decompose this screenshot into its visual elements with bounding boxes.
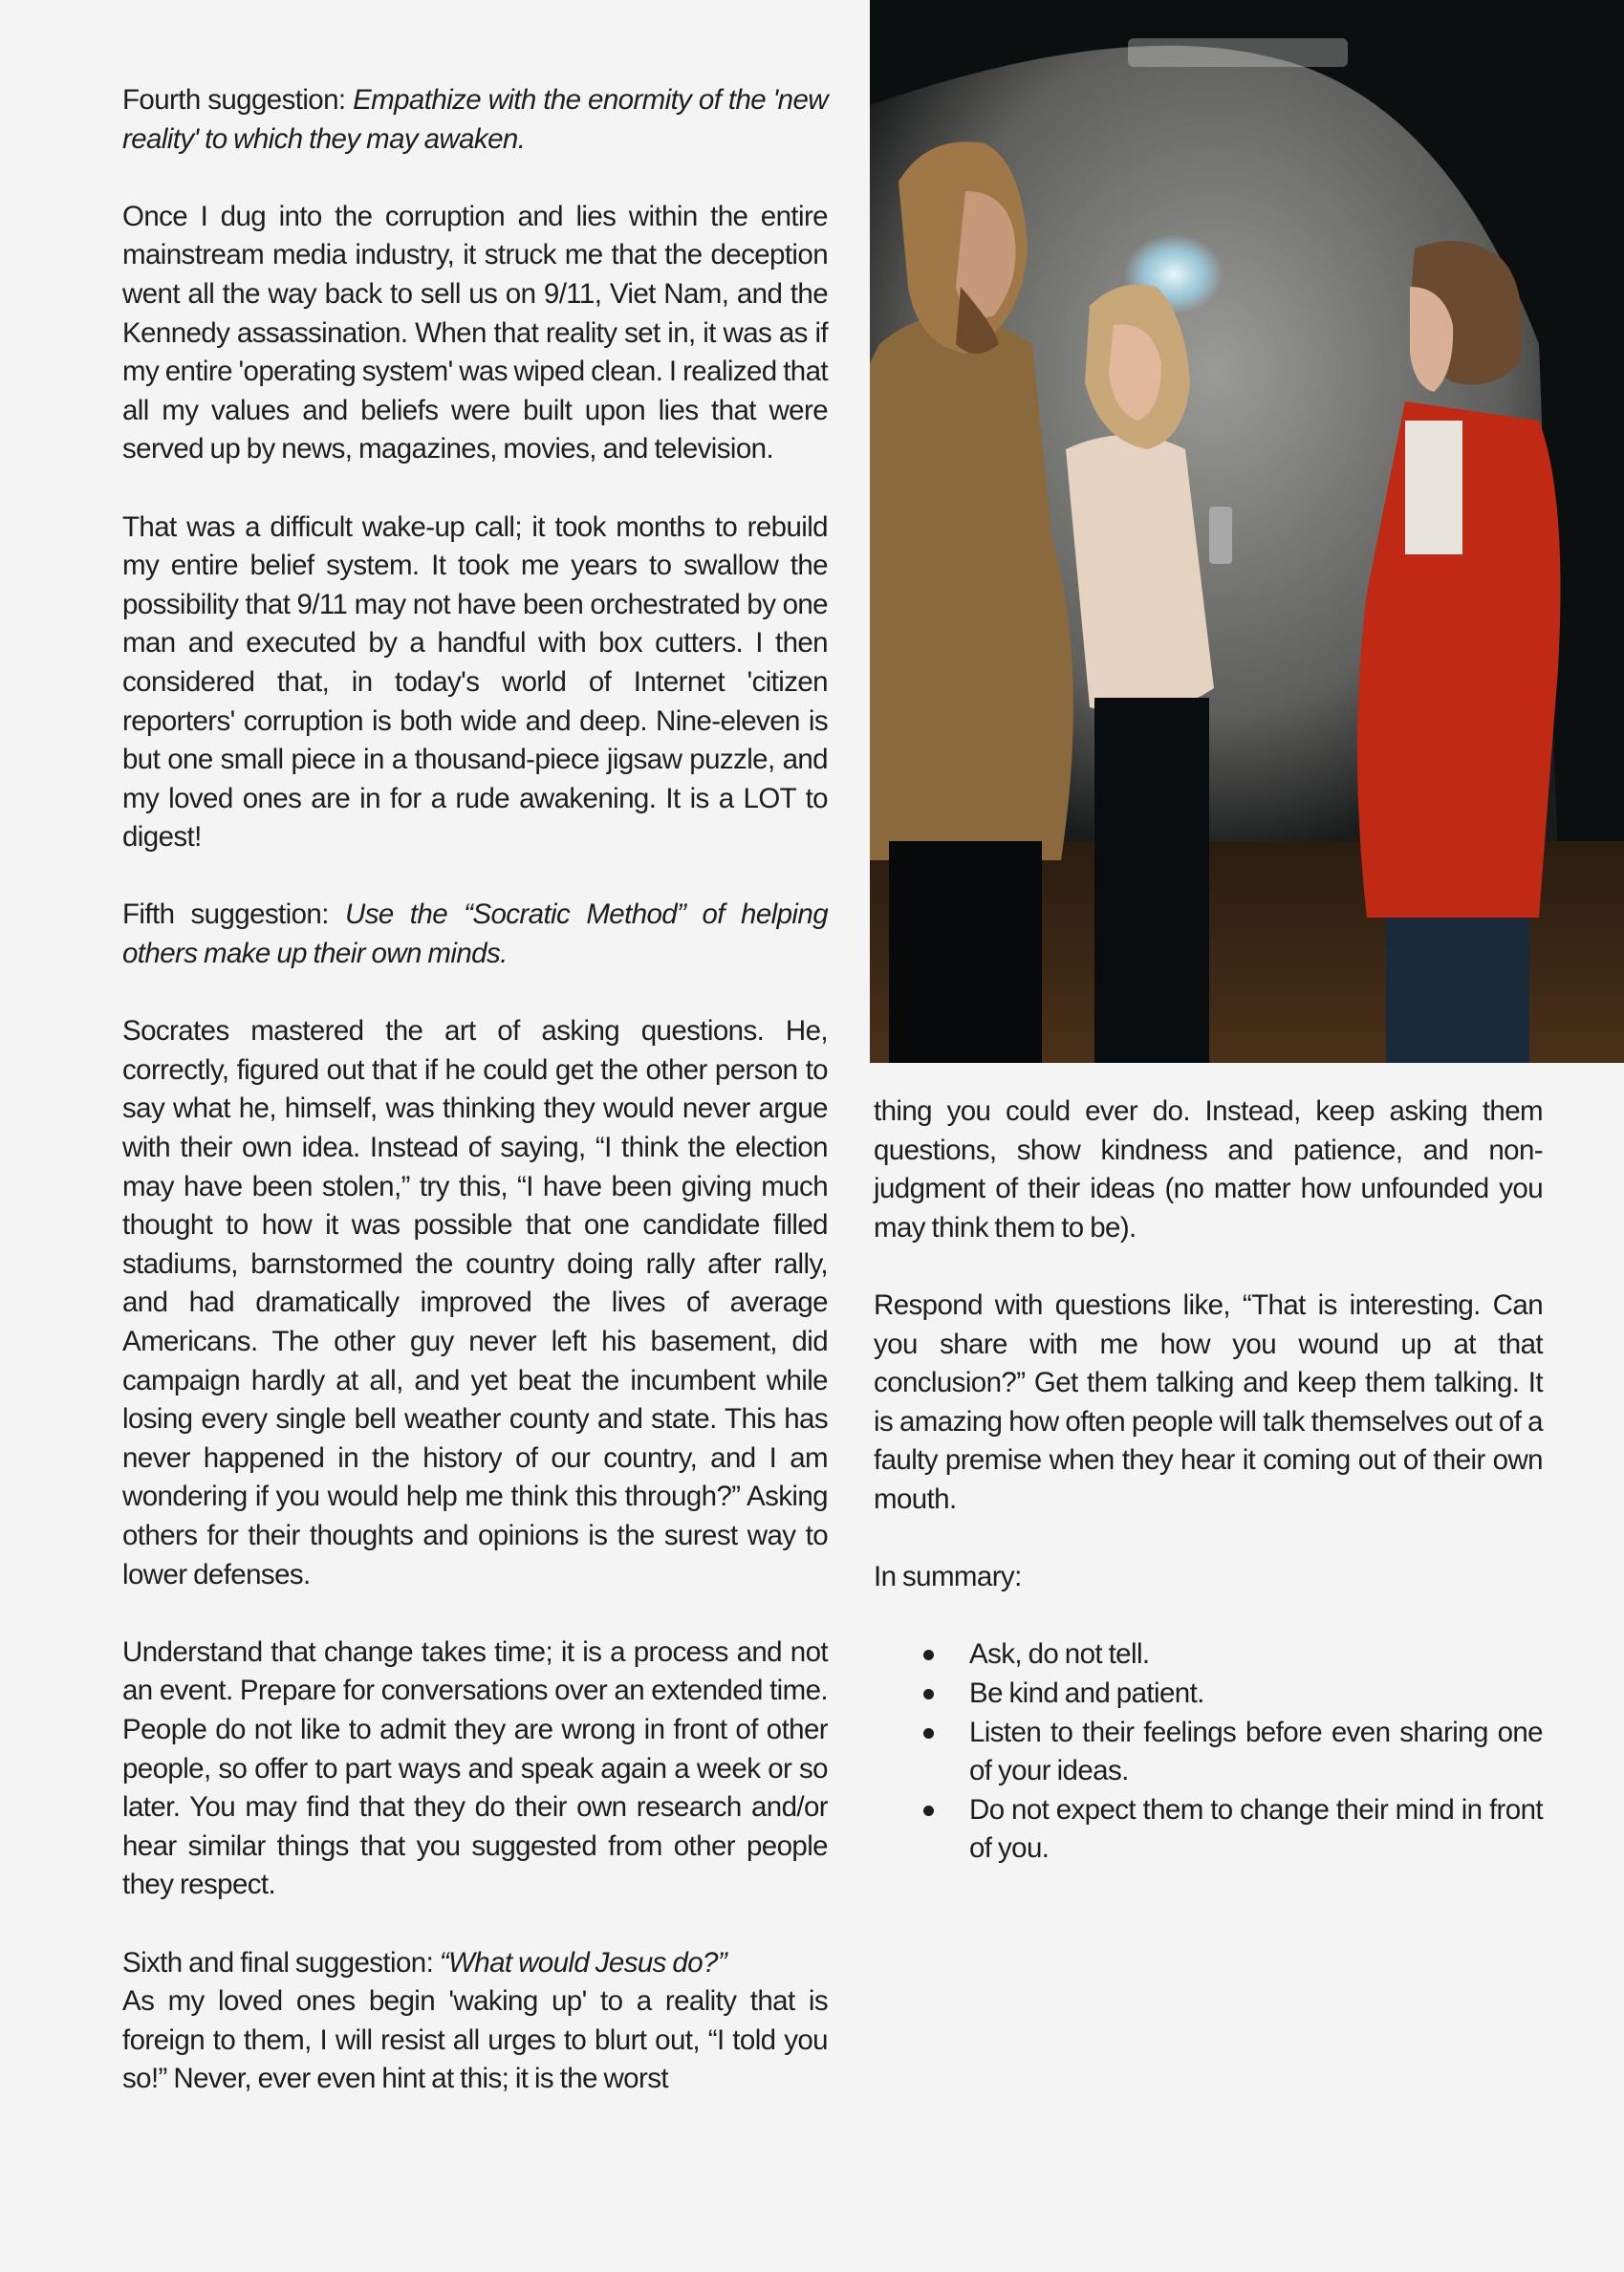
man-pants <box>889 841 1042 1063</box>
bullet-icon <box>923 1728 934 1739</box>
summary-heading: In summary: <box>874 1561 1022 1593</box>
paragraph-keep-asking: thing you could ever do. Instead, keep asking them questions, show kindness and patience, and non-judgment of their ideas (no matter how unfounded you may think them to be). <box>874 1095 1543 1244</box>
summary-list <box>874 1635 1543 1869</box>
fifth-suggestion-title: Use the “Socratic Method” of helping others make up their own minds. <box>122 898 828 970</box>
woman-jeans <box>1386 918 1529 1063</box>
fourth-suggestion-heading <box>122 81 828 159</box>
paragraph-wake-up-call: That was a difficult wake-up call; it took months to rebuild my entire belief system. It took me years to swallow the possibility that 9/11 may not have been orchestrated by one man and executed by a handful with box cutters. I then considered that, in today's world of Internet 'citizen reporters' corruption is both wide and deep. Nine-eleven is but one small piece in a thousand-piece jigsaw puzzle, and my loved ones are in for a rude awakening. It is a LOT to digest! <box>122 510 828 854</box>
fifth-suggestion-label: Fifth suggestion: <box>122 898 345 931</box>
fifth-suggestion-heading <box>122 896 828 973</box>
left-column <box>122 81 828 2099</box>
paragraph-corruption: Once I dug into the corruption and lies within the entire mainstream media industry, it struck me that the deception went all the way back to sell us on 9/11, Viet Nam, and the Kennedy assassination. When that reality set in, it was as if my entire 'operating system' was wiped clean. I realized that all my values and beliefs were built upon lies that were served up by news, magazines, movies, and television. <box>122 200 828 465</box>
summary-item <box>969 1675 1543 1714</box>
summary-item-text: Be kind and patient. <box>969 1677 1204 1709</box>
paragraph-change-takes-time: Understand that change takes time; it is a process and not an event. Prepare for conversations over an extended time. People do not like to admit they are wrong in front of other people, so offer to part ways and speak again a week or so later. You may find that they do their own research and/or hear similar things that you suggested from other people they respect. <box>122 1635 828 1901</box>
summary-item <box>969 1791 1543 1869</box>
bullet-icon <box>923 1689 934 1699</box>
metal-cup <box>1209 507 1232 564</box>
bullet-icon <box>923 1806 934 1816</box>
summary-item <box>969 1714 1543 1791</box>
sixth-suggestion-heading <box>122 1944 828 1983</box>
paragraph-loved-ones: As my loved ones begin 'waking up' to a reality that is foreign to them, I will resist all urges to blurt out, “I told you so!” Never, ever even hint at this; it is the worst <box>122 1985 828 2095</box>
woman-pants <box>1094 698 1209 1063</box>
photo-illustration <box>870 0 1624 1063</box>
summary-item-text: Listen to their feelings before even sharing one of your ideas. <box>969 1716 1543 1787</box>
summary-item-text: Ask, do not tell. <box>969 1638 1150 1671</box>
paragraph-socrates: Socrates mastered the art of asking questions. He, correctly, figured out that if he could get the other person to say what he, himself, was thinking they would never argue with their own idea. Instead of saying, “I think the election may have been stolen,” try this, “I have been giving much thought to how it was possible that one candidate filled stadiums, barnstormed the country doing rally after rally, and had dramatically improved the lives of average Americans. The other guy never left his basement, did campaign hardly at all, and yet beat the incumbent while losing every single bell weather county and state. This has never happened in the history of our country, and I am wondering if you would help me think this through?” Asking others for their thoughts and opinions is the surest way to lower defenses. <box>122 1015 828 1590</box>
conversation-photo <box>870 0 1624 1063</box>
summary-item-text: Do not expect them to change their mind in front of you. <box>969 1793 1543 1865</box>
bullet-icon <box>923 1650 934 1660</box>
sixth-suggestion-label: Sixth and final suggestion: <box>122 1946 440 1979</box>
right-column <box>874 1093 1543 1869</box>
fourth-suggestion-title: Empathize with the enormity of the 'new reality' to which they may awaken. <box>122 84 828 155</box>
ceiling-light <box>1128 38 1348 67</box>
white-top <box>1405 421 1462 554</box>
sixth-suggestion-title: “What would Jesus do?” <box>439 1946 727 1979</box>
summary-item <box>969 1635 1543 1675</box>
paragraph-respond: Respond with questions like, “That is interesting. Can you share with me how you wound up at that conclusion?” Get them talking and keep them talking. It is amazing how often people will talk themselves out of a faulty premise when they hear it coming out of their own mouth. <box>874 1288 1543 1515</box>
fourth-suggestion-label: Fourth suggestion: <box>122 84 354 116</box>
